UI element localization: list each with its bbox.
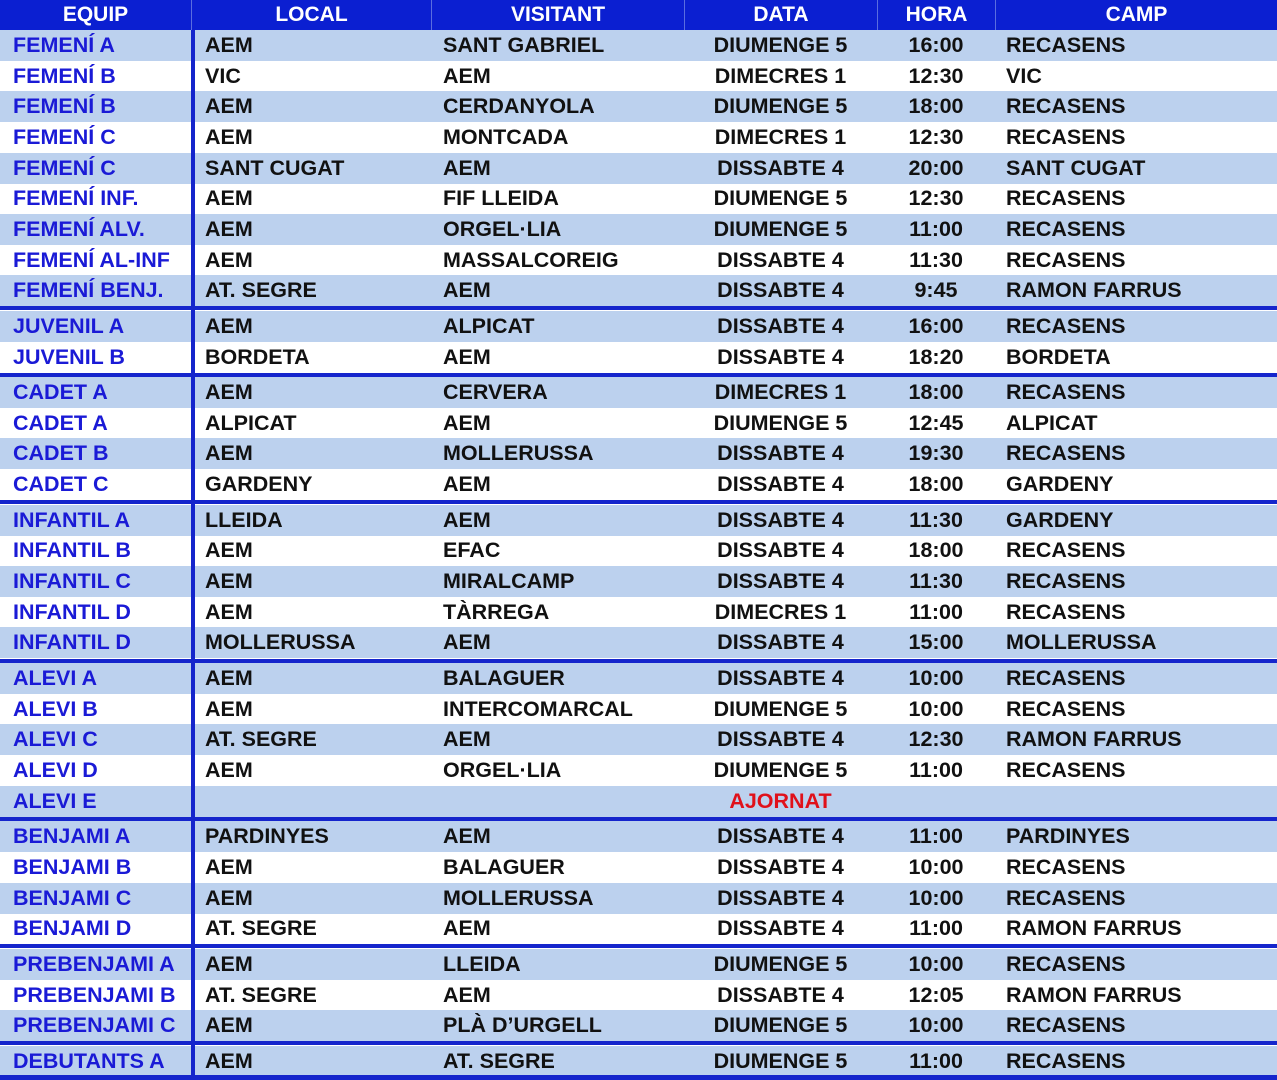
team-cell: FEMENÍ AL-INF [13, 247, 170, 272]
visitor-team-cell: AEM [443, 63, 491, 88]
field-cell: RAMON FARRUS [1006, 727, 1182, 752]
local-team-cell: AEM [205, 33, 253, 57]
visitor-team-cell: PLÀ D’URGELL [443, 1013, 602, 1038]
team-cell: INFANTIL C [13, 569, 131, 594]
time-cell: 18:20 [908, 344, 964, 369]
visitor-team-cell: SANT GABRIEL [443, 33, 605, 57]
team-cell: INFANTIL D [13, 599, 131, 624]
visitor-team-cell: CERVERA [443, 380, 548, 405]
local-team-cell: SANT CUGAT [205, 155, 345, 180]
time-cell: 20:00 [908, 155, 964, 180]
local-team-cell: AEM [205, 216, 253, 241]
team-cell: PREBENJAMI B [13, 982, 176, 1007]
time-cell: 10:00 [908, 885, 964, 910]
team-cell: FEMENÍ B [13, 94, 116, 119]
time-cell: 11:00 [909, 757, 963, 782]
time-cell: 11:30 [909, 507, 963, 532]
local-team-cell: AT. SEGRE [205, 982, 317, 1007]
date-cell: DISSABTE 4 [717, 630, 844, 655]
time-cell: 10:00 [908, 854, 964, 879]
team-cell: CADET B [13, 441, 109, 466]
visitor-team-cell: FIF LLEIDA [443, 186, 559, 211]
field-cell: RECASENS [1006, 247, 1126, 272]
team-cell: ALEVI B [13, 696, 98, 721]
field-cell: MOLLERUSSA [1006, 630, 1157, 655]
local-team-cell: AEM [205, 1048, 253, 1073]
visitor-team-cell: CERDANYOLA [443, 94, 595, 119]
team-cell: FEMENÍ BENJ. [13, 278, 164, 303]
header-visitant: VISITANT [431, 0, 684, 30]
column-divider [191, 30, 195, 1080]
local-team-cell: AEM [205, 313, 253, 338]
visitor-team-cell: AEM [443, 155, 491, 180]
time-cell: 12:30 [908, 186, 964, 211]
time-cell: 19:30 [908, 441, 964, 466]
date-cell: DISSABTE 4 [717, 247, 844, 272]
field-cell: RECASENS [1006, 216, 1126, 241]
visitor-team-cell: MONTCADA [443, 124, 569, 149]
field-cell: RECASENS [1006, 599, 1126, 624]
visitor-team-cell: AT. SEGRE [443, 1048, 555, 1073]
visitor-team-cell: AEM [443, 344, 491, 369]
field-cell: RECASENS [1006, 885, 1126, 910]
date-cell: DIUMENGE 5 [713, 410, 848, 435]
date-cell: DISSABTE 4 [717, 727, 844, 752]
visitor-team-cell: EFAC [443, 538, 501, 563]
date-cell: DIUMENGE 5 [713, 951, 848, 976]
date-cell: DISSABTE 4 [717, 472, 844, 497]
field-cell: GARDENY [1006, 472, 1114, 497]
visitor-team-cell: AEM [443, 916, 491, 941]
time-cell: 12:30 [908, 727, 964, 752]
header-data: DATA [684, 0, 877, 30]
time-cell: 18:00 [908, 94, 964, 119]
visitor-team-cell: AEM [443, 410, 491, 435]
field-cell: GARDENY [1006, 507, 1114, 532]
visitor-team-cell: AEM [443, 727, 491, 752]
field-cell: RAMON FARRUS [1006, 916, 1182, 941]
visitor-team-cell: MOLLERUSSA [443, 885, 594, 910]
local-team-cell: AEM [205, 186, 253, 211]
team-cell: INFANTIL B [13, 538, 131, 563]
local-team-cell: PARDINYES [205, 824, 329, 849]
date-cell: DISSABTE 4 [717, 569, 844, 594]
header-local: LOCAL [191, 0, 431, 30]
time-cell: 15:00 [908, 630, 964, 655]
local-team-cell: AEM [205, 380, 253, 405]
date-cell: DIUMENGE 5 [713, 1013, 848, 1038]
date-cell: DISSABTE 4 [717, 441, 844, 466]
field-cell: RECASENS [1006, 1048, 1126, 1073]
time-cell: 12:45 [908, 410, 964, 435]
visitor-team-cell: INTERCOMARCAL [443, 696, 633, 721]
team-cell: CADET C [13, 472, 109, 497]
visitor-team-cell: MIRALCAMP [443, 569, 575, 594]
local-team-cell: AEM [205, 569, 253, 594]
local-team-cell: AEM [205, 124, 253, 149]
field-cell: RECASENS [1006, 33, 1126, 57]
team-cell: INFANTIL D [13, 630, 131, 655]
team-cell: JUVENIL B [13, 344, 125, 369]
team-cell: ALEVI A [13, 666, 98, 690]
team-cell: CADET A [13, 380, 108, 405]
visitor-team-cell: AEM [443, 824, 491, 849]
visitor-team-cell: AEM [443, 982, 491, 1007]
field-cell: RECASENS [1006, 441, 1126, 466]
time-cell: 10:00 [908, 696, 964, 721]
time-cell: 18:00 [908, 538, 964, 563]
field-cell: RECASENS [1006, 1013, 1126, 1038]
field-cell: VIC [1006, 63, 1042, 88]
header-hora: HORA [877, 0, 995, 30]
time-cell: 18:00 [908, 472, 964, 497]
team-cell: FEMENÍ B [13, 63, 116, 88]
date-cell: DIUMENGE 5 [713, 33, 848, 57]
date-cell: DIMECRES 1 [714, 380, 847, 405]
field-cell: RECASENS [1006, 94, 1126, 119]
team-cell: CADET A [13, 410, 108, 435]
visitor-team-cell: BALAGUER [443, 666, 565, 690]
visitor-team-cell: MOLLERUSSA [443, 441, 594, 466]
team-cell: PREBENJAMI A [13, 951, 175, 976]
field-cell: SANT CUGAT [1006, 155, 1146, 180]
time-cell: 12:30 [908, 124, 964, 149]
team-cell: ALEVI D [13, 757, 98, 782]
local-team-cell: GARDENY [205, 472, 313, 497]
local-team-cell: AEM [205, 1013, 253, 1038]
visitor-team-cell: ALPICAT [443, 313, 535, 338]
field-cell: RAMON FARRUS [1006, 982, 1182, 1007]
team-cell: INFANTIL A [13, 507, 131, 532]
team-cell: ALEVI C [13, 727, 98, 752]
local-team-cell: AEM [205, 885, 253, 910]
local-team-cell: AEM [205, 247, 253, 272]
date-cell: DIUMENGE 5 [713, 757, 848, 782]
field-cell: RECASENS [1006, 380, 1126, 405]
time-cell: 11:30 [909, 569, 963, 594]
visitor-team-cell: MASSALCOREIG [443, 247, 619, 272]
field-cell: RECASENS [1006, 569, 1126, 594]
team-cell: FEMENÍ C [13, 155, 116, 180]
field-cell: RECASENS [1006, 696, 1126, 721]
visitor-team-cell: BALAGUER [443, 854, 565, 879]
time-cell: 10:00 [908, 1013, 964, 1038]
field-cell: PARDINYES [1006, 824, 1130, 849]
local-team-cell: AEM [205, 599, 253, 624]
local-team-cell: AEM [205, 951, 253, 976]
local-team-cell: AT. SEGRE [205, 916, 317, 941]
team-cell: FEMENÍ A [13, 33, 115, 57]
header-camp: CAMP [995, 0, 1277, 30]
date-cell: DIUMENGE 5 [713, 216, 848, 241]
date-cell: DIUMENGE 5 [713, 696, 848, 721]
local-team-cell: LLEIDA [205, 507, 283, 532]
field-cell: RAMON FARRUS [1006, 278, 1182, 303]
local-team-cell: ALPICAT [205, 410, 297, 435]
date-cell: DISSABTE 4 [717, 854, 844, 879]
field-cell: RECASENS [1006, 313, 1126, 338]
field-cell: RECASENS [1006, 186, 1126, 211]
team-cell: FEMENÍ C [13, 124, 116, 149]
field-cell: RECASENS [1006, 666, 1126, 690]
date-cell: DISSABTE 4 [717, 982, 844, 1007]
date-cell: DISSABTE 4 [717, 666, 844, 690]
date-cell: DIUMENGE 5 [713, 186, 848, 211]
time-cell: 11:00 [909, 824, 963, 849]
field-cell: BORDETA [1006, 344, 1111, 369]
team-cell: DEBUTANTS A [13, 1048, 165, 1073]
time-cell: 11:00 [909, 1048, 963, 1073]
team-cell: BENJAMI D [13, 916, 132, 941]
field-cell: RECASENS [1006, 124, 1126, 149]
local-team-cell: BORDETA [205, 344, 310, 369]
visitor-team-cell: ORGEL·LIA [443, 216, 562, 241]
date-cell: DIUMENGE 5 [713, 1048, 848, 1073]
team-cell: FEMENÍ ALV. [13, 216, 145, 241]
time-cell: 11:30 [909, 247, 963, 272]
field-cell: RECASENS [1006, 854, 1126, 879]
visitor-team-cell: AEM [443, 630, 491, 655]
team-cell: PREBENJAMI C [13, 1013, 176, 1038]
team-cell: FEMENÍ INF. [13, 186, 139, 211]
time-cell: 16:00 [908, 33, 964, 57]
local-team-cell: AEM [205, 94, 253, 119]
table-bottom-rule [0, 1075, 1277, 1080]
visitor-team-cell: ORGEL·LIA [443, 757, 562, 782]
date-cell: DIMECRES 1 [714, 63, 847, 88]
team-cell: BENJAMI A [13, 824, 131, 849]
visitor-team-cell: AEM [443, 472, 491, 497]
date-cell: DISSABTE 4 [717, 278, 844, 303]
time-cell: 11:00 [909, 916, 963, 941]
time-cell: 10:00 [908, 951, 964, 976]
local-team-cell: AEM [205, 538, 253, 563]
team-cell: ALEVI E [13, 788, 97, 813]
time-cell: 11:00 [909, 599, 963, 624]
date-cell: DISSABTE 4 [717, 885, 844, 910]
local-team-cell: AT. SEGRE [205, 278, 317, 303]
visitor-team-cell: LLEIDA [443, 951, 521, 976]
visitor-team-cell: AEM [443, 507, 491, 532]
time-cell: 10:00 [908, 666, 964, 690]
date-cell: DISSABTE 4 [717, 916, 844, 941]
local-team-cell: AEM [205, 696, 253, 721]
table-header [0, 0, 1277, 30]
local-team-cell: AEM [205, 854, 253, 879]
local-team-cell: MOLLERUSSA [205, 630, 356, 655]
date-cell: DIMECRES 1 [714, 124, 847, 149]
date-cell: DISSABTE 4 [717, 507, 844, 532]
team-cell: BENJAMI B [13, 854, 132, 879]
time-cell: 12:30 [908, 63, 964, 88]
header-equip: EQUIP [62, 3, 129, 26]
local-team-cell: AEM [205, 441, 253, 466]
date-cell: DIUMENGE 5 [713, 94, 848, 119]
date-cell: DISSABTE 4 [717, 313, 844, 338]
time-cell: 12:05 [908, 982, 964, 1007]
date-cell: DISSABTE 4 [717, 344, 844, 369]
visitor-team-cell: AEM [443, 278, 491, 303]
postponed-note: AJORNAT [729, 788, 832, 813]
field-cell: ALPICAT [1006, 410, 1098, 435]
field-cell: RECASENS [1006, 951, 1126, 976]
visitor-team-cell: TÀRREGA [443, 599, 550, 624]
date-cell: DISSABTE 4 [717, 824, 844, 849]
local-team-cell: AT. SEGRE [205, 727, 317, 752]
time-cell: 16:00 [908, 313, 964, 338]
local-team-cell: AEM [205, 757, 253, 782]
team-cell: BENJAMI C [13, 885, 132, 910]
date-cell: DISSABTE 4 [717, 538, 844, 563]
local-team-cell: VIC [205, 63, 241, 88]
field-cell: RECASENS [1006, 538, 1126, 563]
time-cell: 9:45 [914, 278, 958, 303]
time-cell: 11:00 [909, 216, 963, 241]
local-team-cell: AEM [205, 666, 253, 690]
team-cell: JUVENIL A [13, 313, 125, 338]
field-cell: RECASENS [1006, 757, 1126, 782]
date-cell: DIMECRES 1 [714, 599, 847, 624]
time-cell: 18:00 [908, 380, 964, 405]
date-cell: DISSABTE 4 [717, 155, 844, 180]
